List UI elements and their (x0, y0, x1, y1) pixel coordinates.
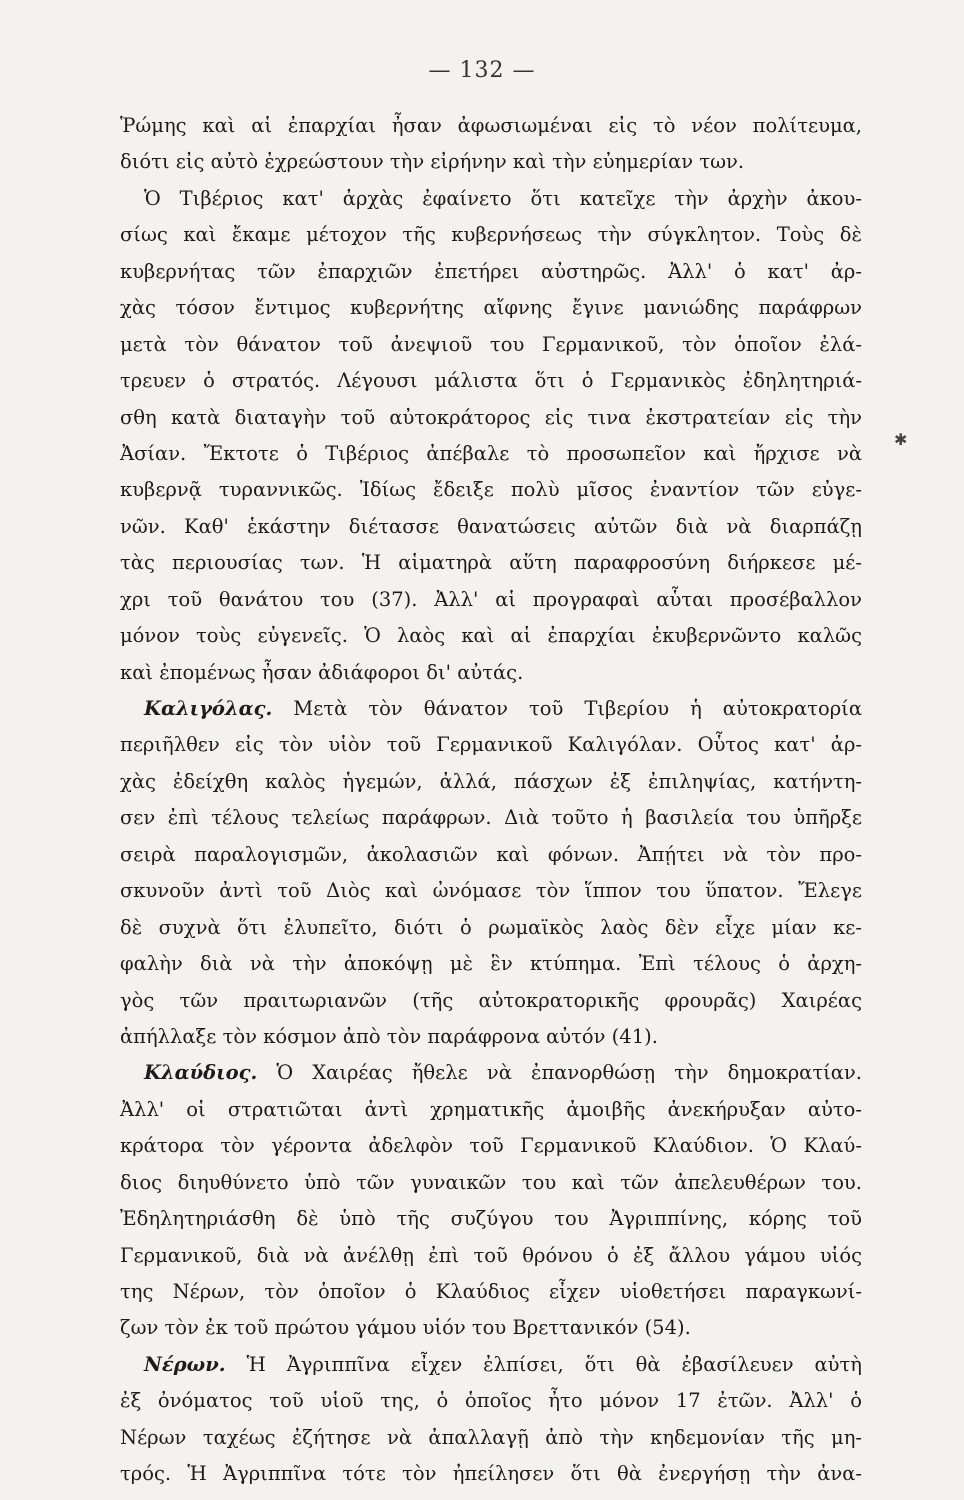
text-line (120, 837, 862, 873)
text-line (120, 1310, 862, 1346)
margin-mark: ✱ (894, 430, 908, 449)
line-text: μόνον τοὺς εὐγενεῖς. Ὁ λαὸς καὶ αἱ ἐπαρχίαι ἐκυβερνῶντο καλῶς (120, 624, 862, 648)
text-line (120, 1274, 862, 1310)
text-line (120, 545, 862, 581)
line-text: κράτορα τὸν γέροντα ἀδελφὸν τοῦ Γερμανικοῦ Κλαύδιον. Ὁ Κλαύ- (120, 1134, 862, 1158)
section-heading: Νέρων. (144, 1352, 226, 1376)
line-text: σεν ἐπὶ τέλους τελείως παράφρων. Διὰ τοῦτο ἡ βασιλεία του ὑπῆρξε (120, 806, 862, 830)
line-text: καὶ ἐπομένως ἦσαν ἀδιάφοροι δι' αὐτάς. (120, 660, 524, 684)
line-text: Γερμανικοῦ, διὰ νὰ ἀνέλθῃ ἐπὶ τοῦ θρόνου ὁ ἐξ ἄλλου γάμου υἱός (120, 1243, 862, 1267)
text-line (120, 400, 862, 436)
section-heading: Κλαύδιος. (144, 1061, 258, 1085)
text-line (120, 144, 862, 180)
line-text: Ὁ Χαιρέας ἤθελε νὰ ἐπανορθώσῃ τὴν δημοκρατίαν. (257, 1061, 862, 1085)
text-line (120, 800, 862, 836)
text-line (120, 1347, 862, 1383)
line-text: ἀπήλλαξε τὸν κόσμον ἀπὸ τὸν παράφρονα αὐτόν (41). (120, 1024, 658, 1048)
text-line (120, 1019, 862, 1055)
line-text: σκυνοῦν ἀντὶ τοῦ Διὸς καὶ ὠνόμασε τὸν ἵππον του ὕπατον. Ἔλεγε (120, 879, 862, 903)
line-text: σίως καὶ ἔκαμε μέτοχον τῆς κυβερνήσεως τὴν σύγκλητον. Τοὺς δὲ (120, 223, 862, 247)
text-line (120, 108, 862, 144)
line-text: Ἐδηλητηριάσθη δὲ ὑπὸ τῆς συζύγου του Ἀγριππίνης, κόρης τοῦ (120, 1207, 862, 1231)
text-line (120, 363, 862, 399)
line-text: ζων τὸν ἐκ τοῦ πρώτου γάμου υἱόν του Βρεττανικόν (54). (120, 1316, 691, 1340)
line-text: τρευεν ὁ στρατός. Λέγουσι μάλιστα ὅτι ὁ Γερμανικὸς ἐδηλητηριά- (120, 369, 862, 393)
text-line (120, 691, 862, 727)
text-line (120, 327, 862, 363)
body-text (120, 108, 862, 1493)
text-line (120, 436, 862, 472)
line-text: κυβερνᾷ τυραννικῶς. Ἰδίως ἔδειξε πολὺ μῖσος ἐναντίον τῶν εὐγε- (120, 478, 862, 502)
line-text: περιῆλθεν εἰς τὸν υἱὸν τοῦ Γερμανικοῦ Καλιγόλαν. Οὗτος κατ' ἀρ- (120, 733, 862, 757)
line-text: τὰς περιουσίας των. Ἡ αἱματηρὰ αὕτη παραφροσύνη διήρκεσε μέ- (120, 551, 862, 575)
line-text: σθη κατὰ διαταγὴν τοῦ αὐτοκράτορος εἰς τινα ἐκστρατείαν εἰς τὴν (120, 405, 862, 429)
line-text: μετὰ τὸν θάνατον τοῦ ἀνεψιοῦ του Γερμανικοῦ, τὸν ὁποῖον ἐλά- (120, 332, 862, 356)
text-line (120, 1420, 862, 1456)
text-line (120, 655, 862, 691)
line-text: Μετὰ τὸν θάνατον τοῦ Τιβερίου ἡ αὐτοκρατορία (272, 697, 862, 720)
line-text: Ἀσίαν. Ἔκτοτε ὁ Τιβέριος ἀπέβαλε τὸ προσωπεῖον καὶ ἤρχισε νὰ (120, 441, 862, 465)
line-text: σειρὰ παραλογισμῶν, ἀκολασιῶν καὶ φόνων. Ἀπῄτει νὰ τὸν προ- (120, 842, 862, 866)
text-line (120, 254, 862, 290)
text-line (120, 290, 862, 326)
line-text: χὰς τόσον ἔντιμος κυβερνήτης αἴφνης ἔγινε μανιώδης παράφρων (120, 296, 862, 320)
text-line (120, 727, 862, 763)
text-line (120, 582, 862, 618)
line-text: χὰς ἐδείχθη καλὸς ἡγεμών, ἀλλά, πάσχων ἐξ ἐπιληψίας, κατήντη- (120, 769, 862, 793)
text-line (120, 1165, 862, 1201)
line-text: τρός. Ἡ Ἀγριππῖνα τότε τὸν ἠπείλησεν ὅτι θὰ ἐνεργήσῃ τὴν ἀνα- (120, 1462, 862, 1486)
line-text: χρι τοῦ θανάτου του (37). Ἀλλ' αἱ προγραφαὶ αὗται προσέβαλλον (120, 587, 862, 611)
line-text: διος διηυθύνετο ὑπὸ τῶν γυναικῶν του καὶ τῶν ἀπελευθέρων του. (120, 1170, 862, 1194)
line-text: διότι εἰς αὐτὸ ἐχρεώστουν τὴν εἰρήνην καὶ τὴν εὐημερίαν των. (120, 150, 745, 174)
line-text: Ῥώμης καὶ αἱ ἐπαρχίαι ἦσαν ἀφωσιωμέναι εἰς τὸ νέον πολίτευμα, (120, 114, 862, 137)
text-line (120, 509, 862, 545)
line-text: νῶν. Καθ' ἑκάστην διέτασσε θανατώσεις αὐτῶν διὰ νὰ διαρπάζῃ (120, 514, 862, 538)
text-line (120, 1092, 862, 1128)
text-line (120, 873, 862, 909)
text-line (120, 181, 862, 217)
text-line (120, 764, 862, 800)
text-line (120, 910, 862, 946)
text-line (120, 1383, 862, 1419)
line-text: Ἡ Ἀγριππῖνα εἶχεν ἐλπίσει, ὅτι θὰ ἐβασίλευεν αὐτὴ (225, 1352, 862, 1376)
line-text: φαλὴν διὰ νὰ τὴν ἀποκόψῃ μὲ ἓν κτύπημα. Ἐπὶ τέλους ὁ ἀρχη- (120, 952, 862, 976)
text-line (120, 217, 862, 253)
text-line (120, 618, 862, 654)
text-line (120, 472, 862, 508)
text-line (120, 1238, 862, 1274)
line-text: γὸς τῶν πραιτωριανῶν (τῆς αὐτοκρατορικῆς φρουρᾶς) Χαιρέας (120, 988, 862, 1012)
text-line (120, 1128, 862, 1164)
text-line (120, 946, 862, 982)
line-text: Ἀλλ' οἱ στρατιῶται ἀντὶ χρηματικῆς ἀμοιβῆς ἀνεκήρυξαν αὐτο- (120, 1097, 862, 1121)
text-line (120, 1201, 862, 1237)
text-line (120, 983, 862, 1019)
line-text: Νέρων ταχέως ἐζήτησε νὰ ἀπαλλαγῇ ἀπὸ τὴν κηδεμονίαν τῆς μη- (120, 1425, 862, 1449)
text-line (120, 1055, 862, 1091)
line-text: ἐξ ὀνόματος τοῦ υἱοῦ της, ὁ ὁποῖος ἦτο μόνον 17 ἐτῶν. Ἀλλ' ὁ (120, 1389, 862, 1413)
line-text: Ὁ Τιβέριος κατ' ἀρχὰς ἐφαίνετο ὅτι κατεῖχε τὴν ἀρχὴν ἀκου- (144, 186, 862, 210)
line-text: δὲ συχνὰ ὅτι ἐλυπεῖτο, διότι ὁ ρωμαϊκὸς λαὸς δὲν εἶχε μίαν κε- (120, 915, 862, 939)
page-number: — 132 — (428, 58, 536, 83)
text-line (120, 1456, 862, 1492)
line-text: κυβερνήτας τῶν ἐπαρχιῶν ἐπετήρει αὐστηρῶς. Ἀλλ' ὁ κατ' ἀρ- (120, 259, 862, 283)
section-heading: Καλιγόλας. (144, 697, 273, 720)
line-text: της Νέρων, τὸν ὁποῖον ὁ Κλαύδιος εἶχεν υἱοθετήσει παραγκωνί- (120, 1280, 862, 1303)
